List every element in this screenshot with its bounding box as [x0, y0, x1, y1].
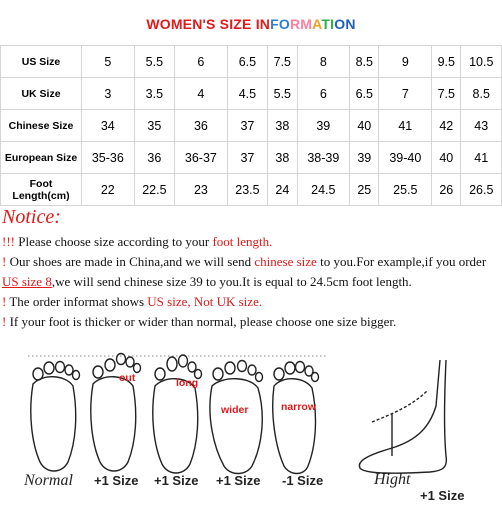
table-cell: 5 [82, 46, 135, 78]
table-cell: 24 [268, 174, 297, 206]
foot-label-long: long [176, 377, 199, 389]
notice-text: to you.For example,if you order [316, 254, 487, 269]
table-cell: 6.5 [350, 78, 379, 110]
foot-normal-icon [31, 362, 80, 472]
row-header: Chinese Size [1, 110, 82, 142]
table-cell: 39 [350, 142, 379, 174]
caption-plus1-b: +1 Size [154, 473, 199, 488]
notice-highlight: foot length. [212, 234, 273, 249]
notice-prefix: ! [2, 294, 10, 309]
table-cell: 42 [432, 110, 461, 142]
notice-prefix: ! [2, 254, 10, 269]
table-cell: 6.5 [227, 46, 267, 78]
table-cell: 3 [82, 78, 135, 110]
table-cell: 25.5 [379, 174, 432, 206]
notice-highlight: US size, Not UK size. [147, 294, 263, 309]
table-cell: 26.5 [461, 174, 502, 206]
foot-label-wider: wider [221, 404, 249, 416]
caption-hight: Hight [374, 471, 411, 488]
row-header: European Size [1, 142, 82, 174]
table-cell: 10.5 [461, 46, 502, 78]
table-cell: 6 [175, 46, 228, 78]
foot-side-hight-icon [359, 360, 446, 473]
table-row [1, 78, 502, 110]
notice-highlight: US size 8 [2, 274, 52, 289]
table-cell: 23.5 [227, 174, 267, 206]
table-cell: 36 [175, 110, 228, 142]
table-cell: 22 [82, 174, 135, 206]
notice-line-3 [2, 274, 412, 290]
row-header: UK Size [1, 78, 82, 110]
table-row [1, 110, 502, 142]
notice-text: ,we will send chinese size 39 to you.It is equal to 24.5cm foot length. [51, 274, 412, 289]
notice-text: If your foot is thicker or wider than normal, please choose one size bigger. [9, 314, 397, 329]
title-part: FO [270, 16, 290, 32]
table-row [1, 142, 502, 174]
notice-prefix: !!! [2, 234, 19, 249]
table-cell: 41 [461, 142, 502, 174]
notice-text: Please choose size according to your [18, 234, 213, 249]
table-cell: 8 [297, 46, 350, 78]
table-cell: 40 [432, 142, 461, 174]
table-cell: 38-39 [297, 142, 350, 174]
caption-minus1: -1 Size [282, 473, 324, 488]
row-header [1, 174, 82, 206]
table-cell: 39-40 [379, 142, 432, 174]
table-cell: 5.5 [134, 46, 174, 78]
foot-narrow-icon [273, 362, 319, 474]
table-cell: 7.5 [432, 78, 461, 110]
notice-text: The order informat shows [9, 294, 148, 309]
table-cell: 25 [350, 174, 379, 206]
table-cell: 8.5 [461, 78, 502, 110]
table-cell: 9.5 [432, 46, 461, 78]
feet-illustration [0, 344, 502, 514]
table-cell: 4.5 [227, 78, 267, 110]
caption-plus1-c: +1 Size [216, 473, 261, 488]
notice-line-2 [2, 254, 486, 270]
table-cell: 8.5 [350, 46, 379, 78]
size-table [0, 45, 502, 206]
table-cell: 40 [350, 110, 379, 142]
caption-normal: Normal [24, 472, 73, 489]
table-cell: 24.5 [297, 174, 350, 206]
table-cell: 39 [297, 110, 350, 142]
foot-label-out: out [119, 372, 136, 384]
table-cell: 5.5 [268, 78, 297, 110]
table-cell: 41 [379, 110, 432, 142]
title-part: A [312, 16, 322, 32]
table-cell: 3.5 [134, 78, 174, 110]
page-title [0, 16, 502, 32]
foot-wider-icon [210, 361, 263, 474]
notice-title: Notice: [2, 206, 61, 228]
table-cell: 23 [175, 174, 228, 206]
title-part: ON [334, 16, 356, 32]
caption-plus1-a: +1 Size [94, 473, 139, 488]
table-cell: 35-36 [82, 142, 135, 174]
foot-long-icon [153, 355, 202, 473]
notice-text: Our shoes are made in China,and we will send [9, 254, 255, 269]
title-part: TI [321, 16, 335, 32]
table-cell: 34 [82, 110, 135, 142]
row-header-line: Length(cm) [12, 189, 70, 202]
table-cell: 36 [134, 142, 174, 174]
table-cell: 38 [268, 110, 297, 142]
caption-plus1-d: +1 Size [420, 488, 465, 503]
table-cell: 36-37 [175, 142, 228, 174]
table-row [1, 46, 502, 78]
foot-label-narrow: narrow [281, 401, 317, 413]
table-cell: 35 [134, 110, 174, 142]
row-header: US Size [1, 46, 82, 78]
notice-line-5 [2, 314, 396, 330]
notice-line-4 [2, 294, 262, 310]
table-cell: 37 [227, 142, 267, 174]
table-cell: 7 [379, 78, 432, 110]
table-cell: 26 [432, 174, 461, 206]
table-cell: 22.5 [134, 174, 174, 206]
table-row [1, 174, 502, 206]
table-cell: 6 [297, 78, 350, 110]
row-header-line: Foot [29, 177, 53, 190]
table-cell: 7.5 [268, 46, 297, 78]
notice-line-1 [2, 234, 272, 250]
notice-highlight: chinese size [254, 254, 317, 269]
notice-prefix: ! [2, 314, 10, 329]
table-cell: 38 [268, 142, 297, 174]
title-part: RM [289, 16, 313, 32]
table-cell: 43 [461, 110, 502, 142]
table-cell: 37 [227, 110, 267, 142]
title-part: WOMEN'S SIZE [146, 16, 256, 32]
table-cell: 9 [379, 46, 432, 78]
table-cell: 4 [175, 78, 228, 110]
title-part: IN [255, 16, 271, 32]
